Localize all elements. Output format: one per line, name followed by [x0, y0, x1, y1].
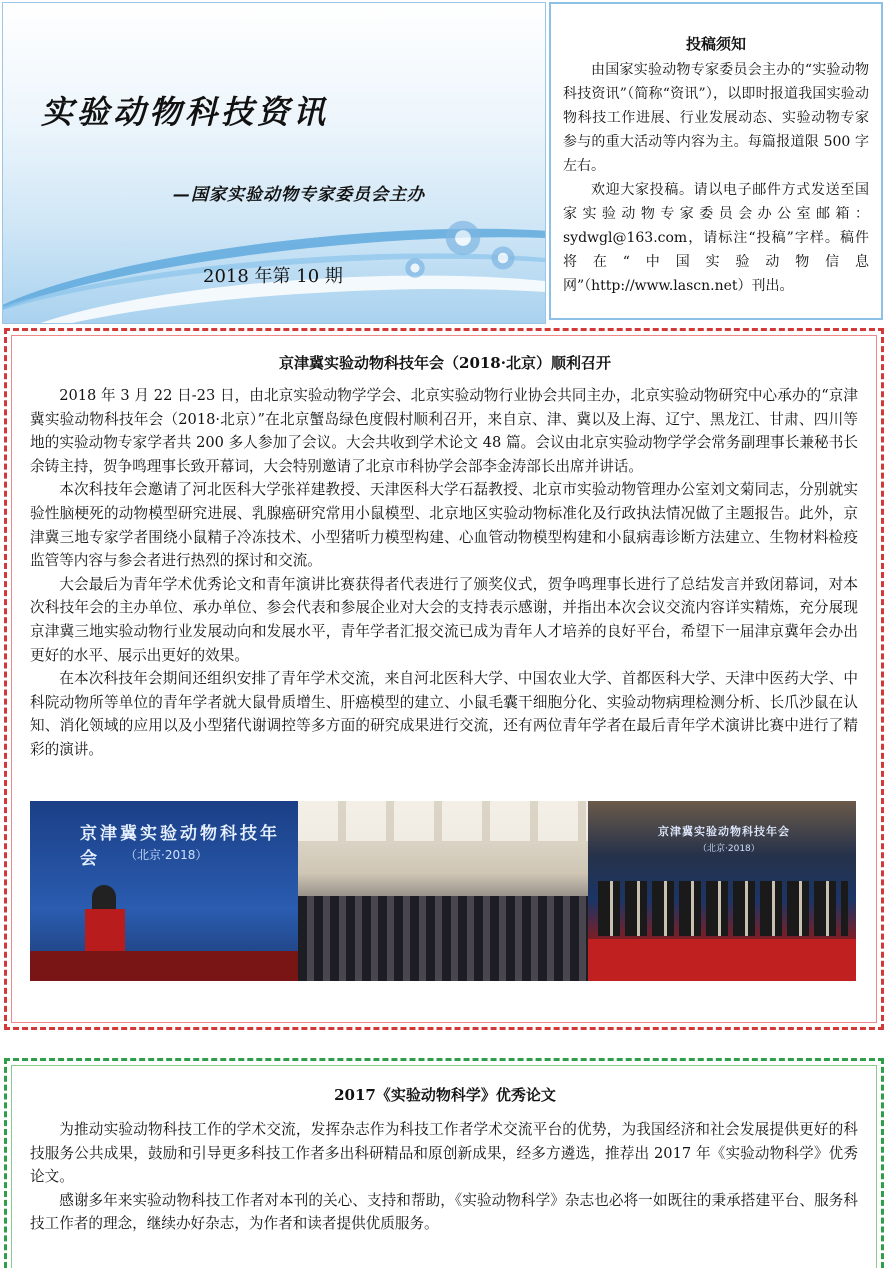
notice-paragraph: 由国家实验动物专家委员会主办的“实验动物科技资讯”（简称“资讯”），以即时报道我国实验动物科技工作进展、行业发展动态、实验动物专家参与的重大活动等内容为主。每篇报道限 500 字左右。	[563, 62, 869, 174]
article-paragraph: 为推动实验动物科技工作的学术交流，发挥杂志作为科技工作者学术交流平台的优势，为我国经济和社会发展提供更好的科技服务公共成果，鼓励和引导更多科技工作者多出科研精品和原创新成果，经多方遴选，推荐出 2017 年《实验动物科学》优秀论文。	[30, 1121, 858, 1186]
article-paragraph: 大会最后为青年学术优秀论文和青年演讲比赛获得者代表进行了颁奖仪式，贺争鸣理事长进行了总结发言并致闭幕词，对本次科技年会的主办单位、承办单位、参会代表和参展企业对大会的支持表示感谢，并指出本次会议交流内容详实精炼，充分展现京津冀三地实验动物行业发展动向和发展水平，青年学者汇报交流已成为青年人才培养的良好平台，希望下一届津京冀年会办出更好的水平、展示出更好的效果。	[30, 575, 858, 664]
photo-banner-text: 京津冀实验动物科技年会	[658, 825, 790, 838]
flower-decoration	[483, 238, 523, 278]
newsletter-subtitle: —国家实验动物专家委员会主办	[173, 185, 425, 205]
article-title: 京津冀实验动物科技年会（2018·北京）顺利召开	[279, 354, 611, 372]
article-paragraph: 2018 年 3 月 22 日-23 日，由北京实验动物学学会、北京实验动物行业协会共同主办，北京实验动物研究中心承办的“京津冀实验动物科技年会（2018·北京）”在北京蟹岛绿色度假村顺利召开，来自京、津、冀以及上海、辽宁、黑龙江、甘肃、四川等地的实验动物专家学者共 200 多人参加了会议。大会共收到学术论文 48 篇。会议由北京实验动物学学会常务副理事长兼秘书长余铸主持，贺争鸣理事长致开幕词，大会特别邀请了北京市科协学会部李金涛部长出席并讲话。	[30, 387, 858, 475]
article-paragraph: 本次科技年会邀请了河北医科大学张祥建教授、天津医科大学石磊教授、北京市实验动物管理办公室刘文菊同志，分别就实验性脑梗死的动物模型研究进展、乳腺癌研究常用小鼠模型、北京地区实验动物标准化及行政执法情况做了主题报告。此外，京津冀三地专家学者围绕小鼠精子冷冻技术、小型猪听力模型构建、心血管动物模型构建和小鼠病毒诊断方法建立、生物材料检疫监管等内容与参会者进行热烈的探讨和交流。	[30, 481, 858, 570]
podium	[85, 909, 125, 951]
article-body	[30, 384, 858, 762]
article-body	[30, 1118, 858, 1236]
masthead	[2, 2, 546, 324]
photo-banner-text: 京津冀实验动物科技年会	[80, 824, 280, 869]
awardee-lineup	[598, 881, 848, 936]
flower-decoration	[398, 251, 432, 285]
ceiling-lights	[298, 801, 588, 841]
submission-notice	[549, 2, 883, 320]
newsletter-title: 实验动物科技资讯	[41, 93, 330, 131]
notice-heading: 投稿须知	[685, 35, 746, 53]
audience-rows	[298, 896, 588, 981]
stage-floor	[30, 951, 298, 981]
photo-audience	[298, 801, 588, 981]
issue-number: 2018 年第 10 期	[203, 266, 343, 287]
article-title: 2017《实验动物科学》优秀论文	[334, 1086, 556, 1104]
photo-banner-sub: （北京·2018）	[698, 844, 760, 854]
speaker-figure	[92, 885, 116, 911]
photo-banner-sub: （北京·2018）	[125, 848, 208, 862]
notice-paragraph: 欢迎大家投稿。请以电子邮件方式发送至国家实验动物专家委员会办公室邮箱：sydwgl@163.com，请标注“投稿”字样。稿件将在“中国实验动物信息网”（http://www.lascn.net）刊出。	[563, 182, 869, 294]
article-paragraph: 感谢多年来实验动物科技工作者对本刊的关心、支持和帮助，《实验动物科学》杂志也必将一如既往的秉承搭建平台、服务科技工作者的理念，继续办好杂志，为作者和读者提供优质服务。	[30, 1191, 858, 1233]
photo-award-ceremony	[588, 801, 856, 981]
conference-photos	[30, 801, 856, 981]
stage-carpet	[588, 939, 856, 981]
photo-opening-speech	[30, 801, 298, 981]
article-paragraph: 在本次科技年会期间还组织安排了青年学术交流，来自河北医科大学、中国农业大学、首都医科大学、天津中医药大学、中科院动物所等单位的青年学者就大鼠骨质增生、肝癌模型的建立、小鼠毛囊干细胞分化、实验动物病理检测分析、长爪沙鼠在认知、消化领域的应用以及小型猪代谢调控等多方面的研究成果进行交流，还有两位青年学者在最后青年学术演讲比赛中进行了精彩的演讲。	[30, 670, 858, 758]
